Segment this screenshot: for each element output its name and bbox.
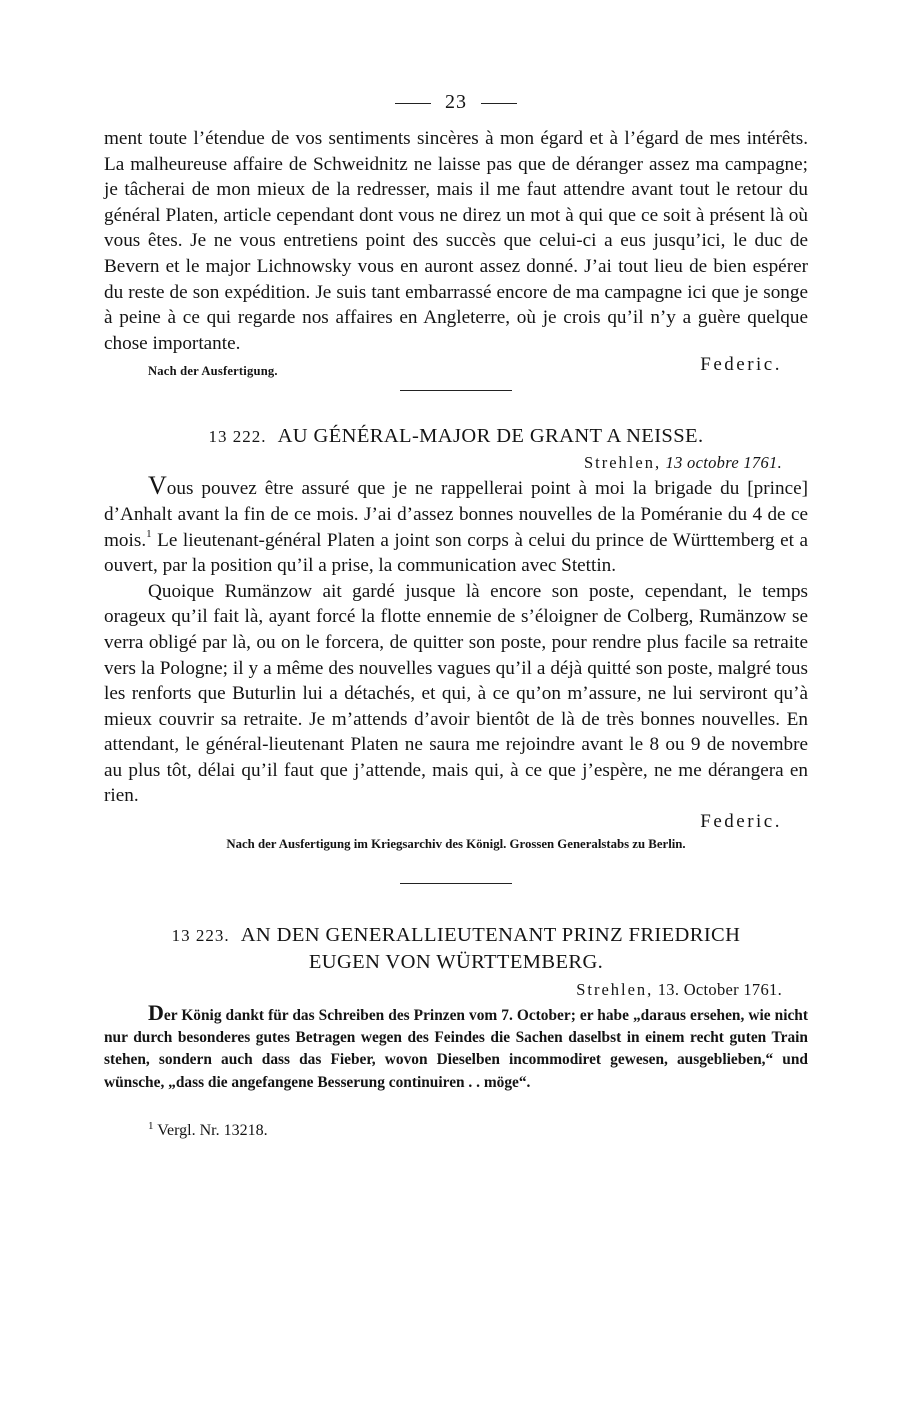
header-dash-right (481, 103, 517, 104)
letter-13222-p1-text: ous pouvez être assuré que je ne rappellerai point à moi la brigade du [prince] d’Anhalt avant la fin de ce mois. J’ai d’assez bonnes nouvelles de la Poméranie du 4 de ce mois. (104, 478, 808, 551)
letter-13222-p1-text-after: Le lieutenant-général Platen a joint son corps à celui du prince de Württemberg et a ouvert, par la position qu’il a prise, la communication avec Stettin. (104, 529, 808, 577)
letter-13223-number: 13 223. (171, 926, 230, 946)
letter-13223-text: er König dankt für das Schreiben des Prinzen vom 7. October; er habe „daraus ersehen, wie nicht nur durch besonderes gutes Betragen wegen des Feindes die Sachen daselbst in einem recht guten Train stehen, sondern auch dass das Fieber, wovon Dieselben incommodiret gewesen, ausgeblieben,“ und wünsche, „dass die angefangene Besserung continuiren . . möge“. (104, 1007, 808, 1091)
letter-13222-place: Strehlen, (583, 453, 662, 473)
letter-13223-title (104, 922, 808, 975)
header-dash-left (395, 103, 431, 104)
footnote-reference: 1 (146, 527, 152, 540)
letter-13222-paragraph-2: Quoique Rumänzow ait gardé jusque là encore son poste, cependant, le temps orageux qu’il fait là, ayant forcé la flotte ennemie de s’éloigner de Colberg, Rumänzow se verra obligé par là, ou on le forcera, de quitter son poste, pour rendre plus facile sa retraite vers la Pologne; il y a même des nouvelles vagues qu’il a déjà quitté son poste, malgré tous les renforts que Buturlin lui a détachés, et qui, à ce qu’on m’assure, ne lui serviront qu’à mieux couvrir sa retraite. Je m’attends d’avoir bientôt de là de très bonnes nouvelles. En attendant, le général-lieutenant Platen ne saura me rejoindre avant le 8 ou 9 de novembre au plus tôt, délai qu’il faut que j’attende, mais qui, à ce que j’espère, ne me dérangera en rien. (104, 580, 808, 807)
letter-13223-heading-1: AN DEN GENERALLIEUTENANT PRINZ FRIEDRICH (240, 924, 741, 947)
continuation-signature: Federic. (700, 354, 782, 376)
letter-13222-signature-row (104, 809, 808, 833)
letter-13223-initial: D (148, 1000, 164, 1026)
letter-13223-heading-2: EUGEN VON WÜRTTEMBERG. (308, 951, 604, 974)
section-divider-2 (400, 883, 512, 884)
letter-13223-place: Strehlen, (576, 980, 654, 1000)
section-divider-1 (400, 390, 512, 391)
page-number-header (104, 84, 808, 120)
continuation-source-note: Nach der Ausfertigung. (148, 364, 278, 379)
letter-13222-dateline (104, 450, 808, 476)
page-number: 23 (445, 91, 467, 113)
letter-13223-paragraph (104, 1000, 808, 1094)
letter-13222-number: 13 222. (208, 427, 267, 447)
continuation-paragraph: ment toute l’étendue de vos sentiments sincères à mon égard et à l’égard de mes intérêts. La malheureuse affaire de Schweidnitz ne laisse pas que de déranger assez ma campagne; je tâcherai de mon mieux de la redresser, mais il me faut attendre avant tout le retour du général Platen, article cependant dont vous ne direz un mot à qui que ce soit à présent là où vous êtes. Je ne vous entretiens point des succès que celui-ci a eus jusqu’ici, le duc de Bevern et le major Lichnowsky vous en auront assez donné. J’ai tout lieu de bien espérer du reste de son expédition. Je suis tant embarrassé encore de ma campagne ici que je songe à peine à ce qui regarde nos affaires en Angleterre, où je crois qu’il n’y a guère quelque chose importante. (104, 128, 808, 354)
footnote (104, 1120, 808, 1142)
letter-13222-paragraph-1 (104, 471, 808, 578)
letter-13223-dateline (104, 977, 808, 1003)
document-page (104, 84, 808, 1142)
continuation-signature-row (104, 356, 808, 380)
letter-13223-title-line-1 (104, 922, 808, 949)
letter-13222-heading: AU GÉNÉRAL-MAJOR DE GRANT A NEISSE. (277, 425, 704, 448)
footnote-text: Vergl. Nr. 13218. (153, 1121, 268, 1139)
letter-13222-title (104, 423, 808, 450)
letter-13223-date: 13. October 1761. (657, 980, 782, 1000)
letter-13222-date: 13 octobre 1761. (665, 453, 782, 473)
letter-13222-source: Nach der Ausfertigung im Kriegsarchiv des Königl. Grossen Generalstabs zu Berlin. (226, 837, 686, 852)
letter-13222-initial: V (148, 471, 167, 501)
letter-13222-signature: Federic. (700, 811, 782, 833)
footnote-marker: 1 (148, 1119, 154, 1132)
